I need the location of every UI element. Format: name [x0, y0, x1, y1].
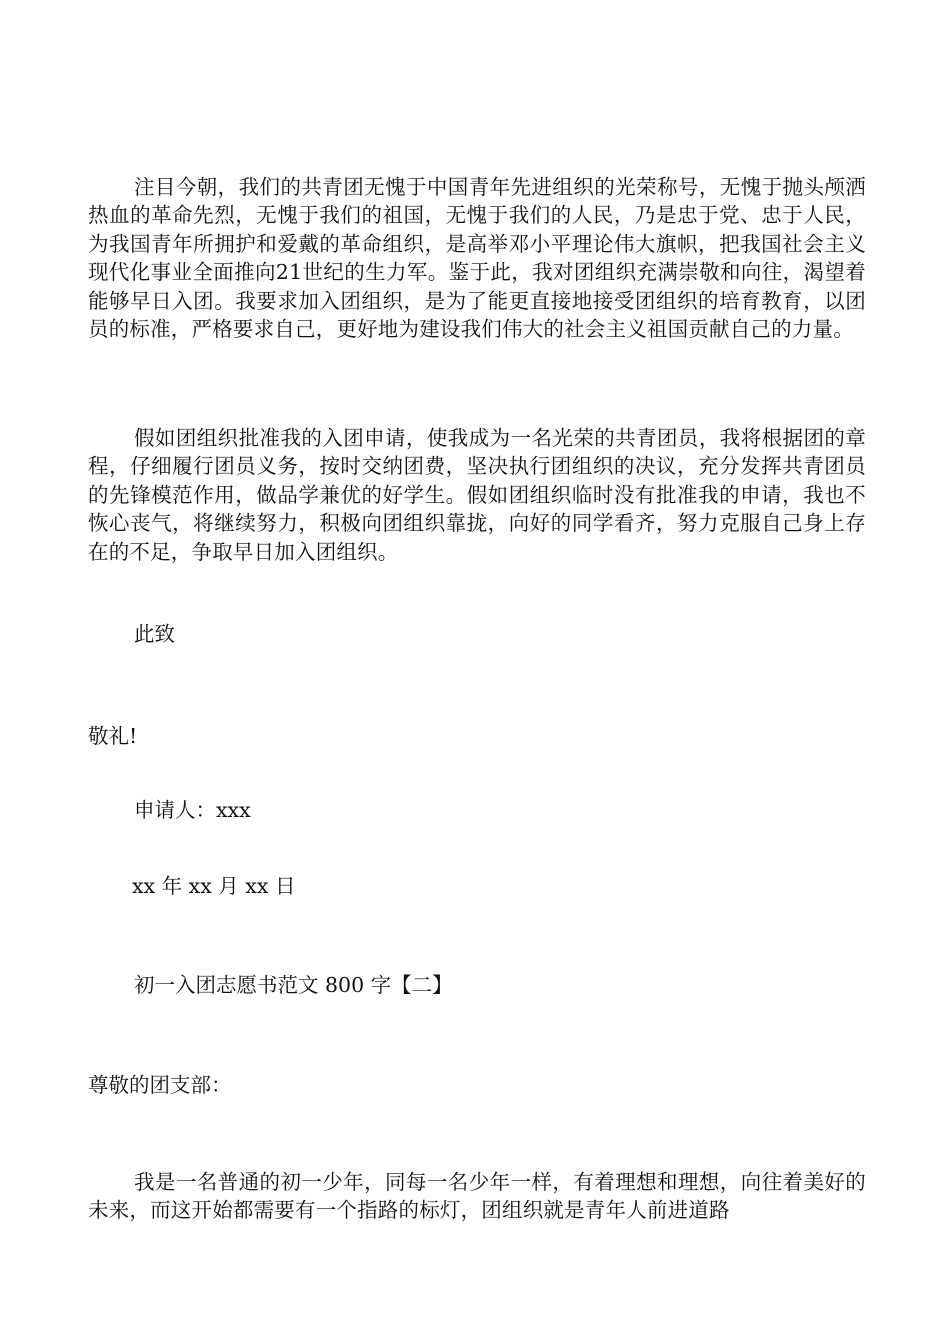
paragraph-1: 注目今朝，我们的共青团无愧于中国青年先进组织的光荣称号，无愧于抛头颅洒热血的革命先烈，无愧于我们的祖国，无愧于我们的人民，乃是忠于党、忠于人民，为我国青年所拥护和爱戴的革命组织，是高举邓小平理论伟大旗帜，把我国社会主义现代化事业全面推向21世纪的生力军。鉴于此，我对团组织充满崇敬和向往，渴望着能够早日入团。我要求加入团组织，是为了能更直接地接受团组织的培育教育，以团员的标准，严格要求自己，更好地为建设我们伟大的社会主义祖国贡献自己的力量。 — [88, 175, 866, 342]
salute-line: 敬礼! — [88, 724, 138, 748]
closing-line: 此致 — [134, 622, 175, 646]
date-line: xx 年 xx 月 xx 日 — [132, 874, 296, 898]
section-title: 初一入团志愿书范文 800 字【二】 — [134, 973, 453, 997]
greeting-line: 尊敬的团支部： — [88, 1073, 232, 1097]
applicant-line: 申请人：xxx — [134, 798, 251, 822]
paragraph-3: 我是一名普通的初一少年，同每一名少年一样，有着理想和理想，向往着美好的未来，而这开始都需要有一个指路的标灯，团组织就是青年人前进道路 — [88, 1170, 866, 1223]
paragraph-2: 假如团组织批准我的入团申请，使我成为一名光荣的共青团员，我将根据团的章程，仔细履行团员义务，按时交纳团费，坚决执行团组织的决议，充分发挥共青团员的先锋模范作用，做品学兼优的好学生。假如团组织临时没有批准我的申请，我也不恢心丧气，将继续努力，积极向团组织靠拢，向好的同学看齐，努力克服自己身上存在的不足，争取早日加入团组织。 — [88, 426, 866, 564]
